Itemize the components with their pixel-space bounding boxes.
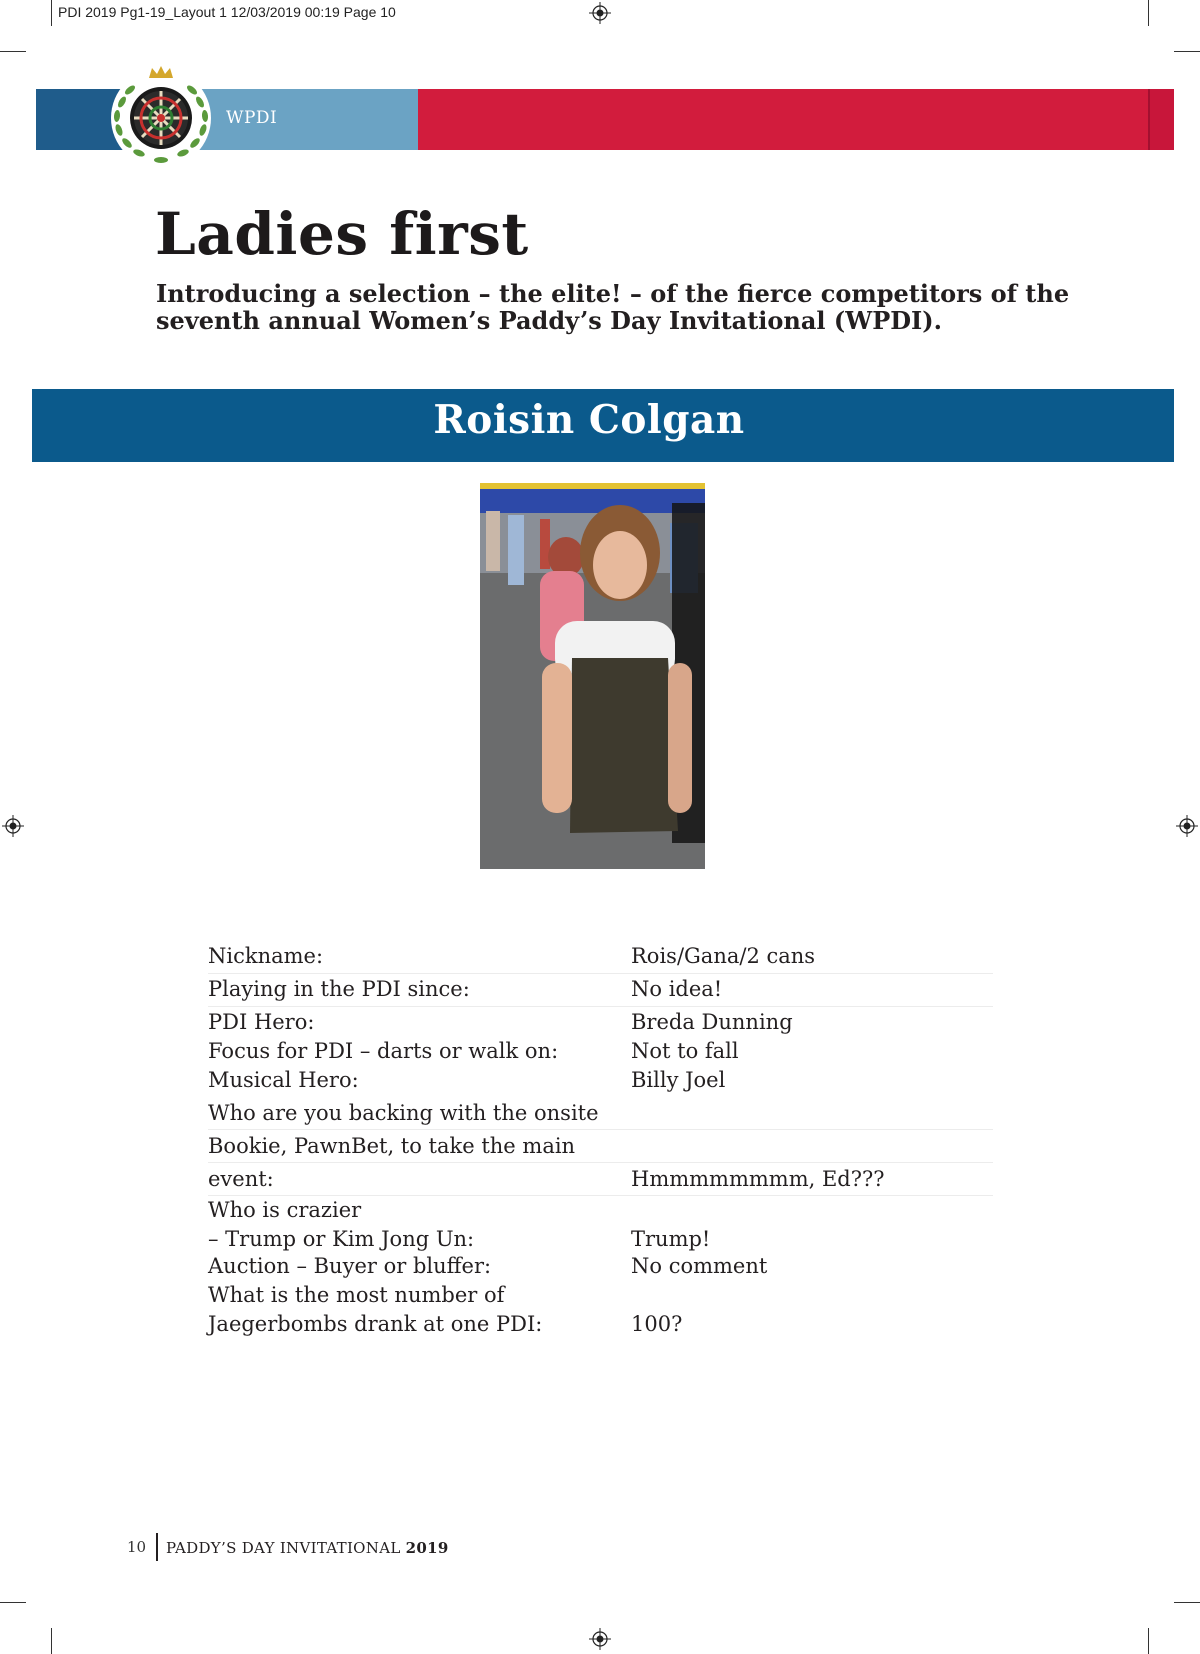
crop-mark xyxy=(0,51,26,52)
intro-text: Introducing a selection – the elite! – of the fierce competitors of the seventh annual Women’s Paddy’s Day Invitational (WPDI). xyxy=(156,279,1070,335)
crop-mark xyxy=(1148,1628,1149,1654)
registration-mark-icon xyxy=(2,815,24,837)
crop-mark xyxy=(51,1628,52,1654)
footer-publication xyxy=(166,1539,449,1557)
footer-year: 2019 xyxy=(405,1539,449,1557)
qa-answer: 100? xyxy=(631,1311,683,1336)
qa-answer: Hmmmmmmmm, Ed??? xyxy=(631,1167,885,1191)
header-band-edge xyxy=(1148,89,1174,150)
qa-question-line: Jaegerbombs drank at one PDI: xyxy=(208,1311,543,1336)
profile-name: Roisin Colgan xyxy=(433,397,745,443)
footer-publication-name: PADDY’S DAY INVITATIONAL xyxy=(166,1539,401,1557)
page-number: 10 xyxy=(127,1538,147,1556)
qa-question-line: – Trump or Kim Jong Un: xyxy=(208,1226,475,1251)
crop-mark xyxy=(0,1602,26,1603)
qa-question-line: event: xyxy=(208,1167,274,1191)
header-band-red xyxy=(418,89,1174,150)
qa-question-line: What is the most number of xyxy=(208,1283,505,1307)
qa-question-line: Nickname: xyxy=(208,944,324,968)
qa-row-rule xyxy=(208,973,993,974)
registration-mark-icon xyxy=(589,2,611,24)
dartboard-logo-icon xyxy=(104,62,218,170)
qa-answer: Not to fall xyxy=(631,1039,739,1063)
print-slug: PDI 2019 Pg1-19_Layout 1 12/03/2019 00:19 Page 10 xyxy=(58,4,396,20)
crop-mark xyxy=(1174,1602,1200,1603)
qa-question-line: PDI Hero: xyxy=(208,1010,315,1034)
header-band-label: WPDI xyxy=(226,108,278,128)
qa-answer: Breda Dunning xyxy=(631,1010,793,1034)
qa-question-line: Bookie, PawnBet, to take the main xyxy=(208,1134,576,1158)
qa-answer: No comment xyxy=(631,1254,768,1278)
player-photo xyxy=(480,483,705,869)
crop-mark xyxy=(51,0,52,26)
qa-answer: No idea! xyxy=(631,977,723,1001)
qa-question-line: Who is crazier xyxy=(208,1198,362,1222)
qa-question-line: Musical Hero: xyxy=(208,1068,359,1092)
qa-question-line: Focus for PDI – darts or walk on: xyxy=(208,1039,559,1063)
qa-row-rule xyxy=(208,1006,993,1007)
qa-question-line: Auction – Buyer or bluffer: xyxy=(208,1254,492,1278)
qa-question-line: Playing in the PDI since: xyxy=(208,977,470,1001)
registration-mark-icon xyxy=(589,1628,611,1650)
page-title: Ladies first xyxy=(155,200,529,268)
qa-question-line: Who are you backing with the onsite xyxy=(208,1101,599,1125)
qa-answer: Billy Joel xyxy=(631,1068,726,1092)
crop-mark xyxy=(1174,51,1200,52)
footer-divider xyxy=(156,1533,158,1561)
qa-row-rule xyxy=(208,1162,993,1163)
registration-mark-icon xyxy=(1176,815,1198,837)
qa-row-rule xyxy=(208,1129,993,1130)
crop-mark xyxy=(1148,0,1149,26)
qa-row-rule xyxy=(208,1195,993,1196)
qa-answer: Rois/Gana/2 cans xyxy=(631,944,816,968)
qa-answer: Trump! xyxy=(631,1226,711,1251)
